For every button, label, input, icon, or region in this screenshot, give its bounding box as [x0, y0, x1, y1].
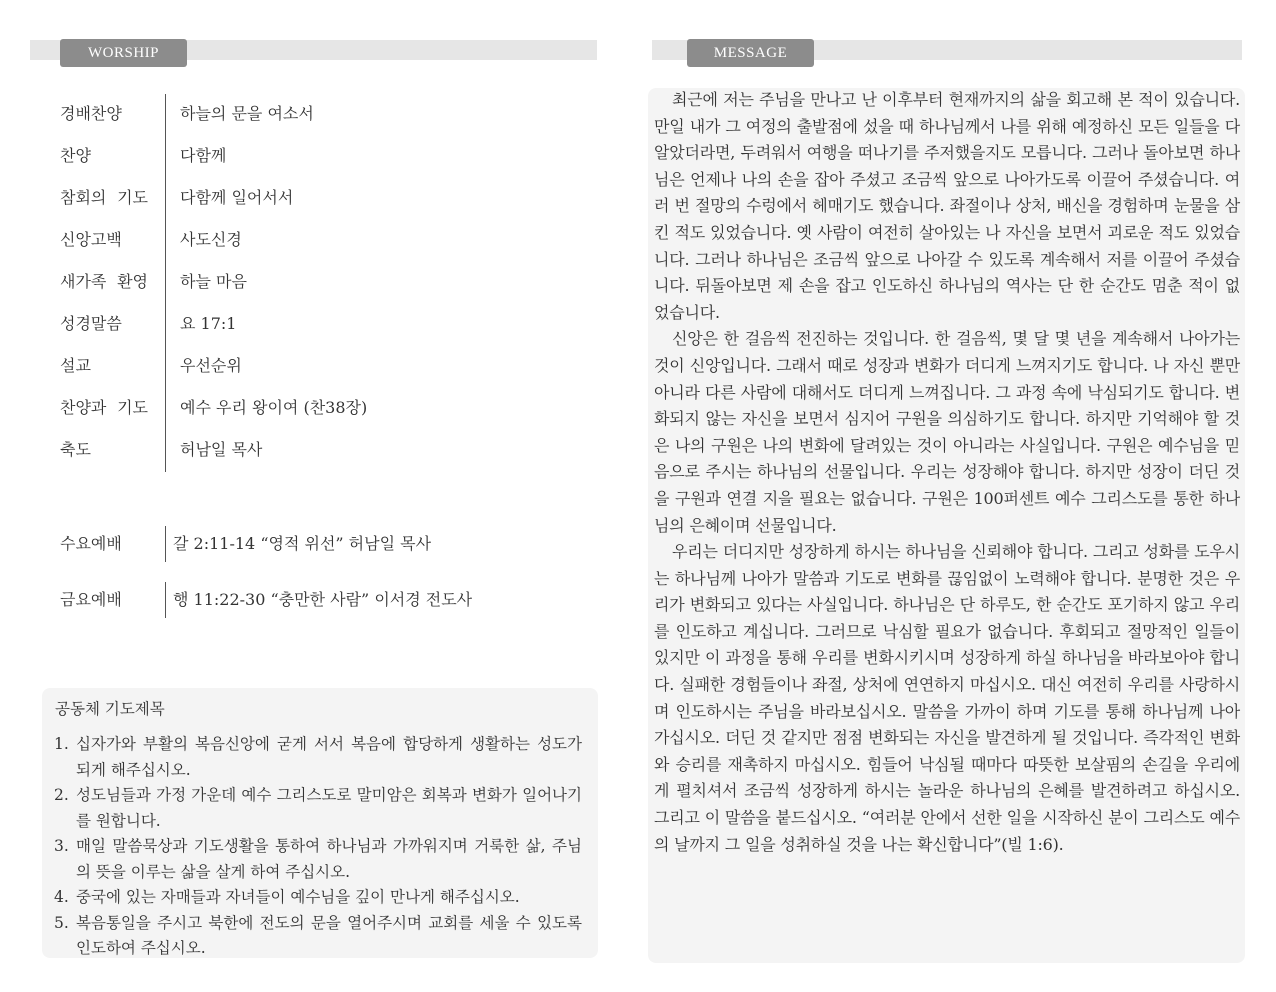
prayer-item-text: 매일 말씀묵상과 기도생활을 통하여 하나님과 가까워지며 거룩한 삶, 주님의 뜻을 이루는 삶을 살게 하여 주십시오.: [76, 837, 582, 881]
order-label: 경배찬양: [60, 104, 122, 123]
prayer-item: [54, 783, 582, 834]
order-value: 예수 우리 왕이여 (찬38장): [180, 398, 368, 417]
prayer-item-text: 복음통일을 주시고 북한에 전도의 문을 열어주시며 교회를 세울 수 있도록 인도하여 주십시오.: [76, 913, 582, 957]
weekday-service-wednesday: [60, 526, 600, 562]
order-label: 찬양과 기도: [60, 398, 148, 417]
prayer-item: [54, 885, 582, 911]
order-of-worship: [60, 93, 580, 471]
message-paragraph: 우리는 더디지만 성장하게 하시는 하나님을 신뢰해야 합니다. 그리고 성화를 도우시는 하나님께 나아가 말씀과 기도로 변화를 끊임없이 노력해야 합니다. 분명한 것은 우리가 변화되고 있다는 사실입니다. 하나님은 단 하루도, 한 순간도 포기하지 않고 우리를 인도하고 계십니다. 그러므로 낙심할 필요가 없습니다. 후회되고 절망적인 일들이 있지만 이 과정을 통해 우리를 변화시키시며 성장하게 하실 하나님을 바라보아야 합니다. 실패한 경험들이나 좌절, 상처에 연연하지 마십시오. 대신 여전히 우리를 사랑하시며 인도하시는 주님을 바라보십시오. 말씀을 가까이 하며 기도를 통해 하나님께 나아가십시오. 더딘 것 같지만 점점 변화되는 자신을 발견하게 될 것입니다. 즉각적인 변화와 승리를 재촉하지 마십시오. 힘들어 낙심될 때마다 따뜻한 보살핌의 손길을 우리에게 펼치셔서 조금씩 성장하게 하시는 놀라운 하나님의 은혜를 발견하려고 하십시오. 그리고 이 말씀을 붙드십시오. “여러분 안에서 선한 일을 시작하신 분이 그리스도 예수의 날까지 그 일을 성취하실 것을 나는 확신합니다”(빌 1:6).: [654, 542, 1240, 854]
order-row: [60, 219, 580, 261]
order-value: 하늘의 문을 여소서: [180, 104, 314, 123]
order-value: 우선순위: [180, 356, 242, 375]
message-text: [654, 87, 1240, 858]
weekday-value: 갈 2:11-14 “영적 위선” 허남일 목사: [173, 534, 432, 553]
prayer-requests-box: [42, 688, 598, 958]
message-header-tab: MESSAGE: [687, 39, 814, 67]
prayer-item-number: 2.: [54, 786, 69, 804]
prayer-item: [54, 834, 582, 885]
prayer-item-number: 4.: [54, 888, 69, 906]
order-value: 다함께: [180, 146, 227, 165]
order-label: 참회의 기도: [60, 188, 148, 207]
weekday-value: 행 11:22-30 “충만한 사람” 이서경 전도사: [173, 590, 473, 609]
order-label: 성경말씀: [60, 314, 122, 333]
order-row: [60, 303, 580, 345]
weekday-label: 금요예배: [60, 590, 122, 609]
order-row: [60, 429, 580, 471]
message-paragraph: 신앙은 한 걸음씩 전진하는 것입니다. 한 걸음씩, 몇 달 몇 년을 계속해서 나아가는 것이 신앙입니다. 그래서 때로 성장과 변화가 더디게 느껴지기도 합니다. 나 자신 뿐만 아니라 다른 사람에 대해서도 더디게 느껴집니다. 그 과정 속에 낙심되기도 합니다. 변화되지 않는 자신을 보면서 심지어 구원을 의심하기도 합니다. 하지만 기억해야 할 것은 나의 구원은 나의 변화에 달려있는 것이 아니라는 사실입니다. 구원은 예수님을 믿음으로 주시는 하나님의 선물입니다. 우리는 성장해야 합니다. 하지만 성장이 더딘 것을 구원과 연결 지을 필요는 없습니다. 구원은 100퍼센트 예수 그리스도를 통한 하나님의 은혜이며 선물입니다.: [654, 329, 1240, 535]
order-label: 신앙고백: [60, 230, 122, 249]
message-box: [648, 88, 1245, 963]
prayer-item-text: 성도님들과 가정 가운데 예수 그리스도로 말미암은 회복과 변화가 일어나기를 원합니다.: [76, 786, 582, 830]
order-divider: [165, 94, 166, 472]
prayer-item-text: 중국에 있는 자매들과 자녀들이 예수님을 깊이 만나게 해주십시오.: [76, 888, 520, 906]
order-row: [60, 177, 580, 219]
order-row: [60, 387, 580, 429]
prayer-item: [54, 911, 582, 962]
order-value: 요 17:1: [180, 314, 237, 333]
prayer-item-number: 1.: [54, 735, 69, 753]
message-paragraph: 최근에 저는 주님을 만나고 난 이후부터 현재까지의 삶을 회고해 본 적이 있습니다. 만일 내가 그 여정의 출발점에 섰을 때 하나님께서 나를 위해 예정하신 모든 일들을 다 알았더라면, 두려워서 여행을 떠나기를 주저했을지도 모릅니다. 그러나 돌아보면 하나님은 언제나 나의 손을 잡아 주셨고 조금씩 앞으로 나아가도록 이끌어 주셨습니다. 여러 번 절망의 수렁에서 헤매기도 했습니다. 좌절이나 상처, 배신을 경험하며 눈물을 삼킨 적도 있었습니다. 옛 사람이 여전히 살아있는 나 자신을 보면서 괴로운 적도 있었습니다. 그러나 하나님은 조금씩 앞으로 나아갈 수 있도록 계속해서 저를 이끌어 주셨습니다. 뒤돌아보면 제 손을 잡고 인도하신 하나님의 역사는 단 한 순간도 멈춘 적이 없었습니다.: [654, 90, 1240, 322]
order-row: [60, 93, 580, 135]
order-value: 허남일 목사: [180, 440, 263, 459]
prayer-item-text: 십자가와 부활의 복음신앙에 굳게 서서 복음에 합당하게 생활하는 성도가 되게 해주십시오.: [76, 735, 582, 779]
order-row: [60, 261, 580, 303]
prayer-requests-list: [54, 732, 582, 962]
worship-header-tab: WORSHIP: [60, 39, 187, 67]
order-label: 설교: [60, 356, 91, 375]
order-label: 찬양: [60, 146, 91, 165]
prayer-item: [54, 732, 582, 783]
order-row: [60, 135, 580, 177]
order-value: 하늘 마음: [180, 272, 247, 291]
weekday-divider: [165, 526, 166, 562]
order-label: 축도: [60, 440, 91, 459]
order-value: 다함께 일어서서: [180, 188, 294, 207]
prayer-requests-title: 공동체 기도제목: [55, 700, 165, 718]
order-row: [60, 345, 580, 387]
prayer-item-number: 3.: [54, 837, 69, 855]
order-label: 새가족 환영: [60, 272, 148, 291]
weekday-divider: [165, 582, 166, 618]
weekday-service-friday: [60, 582, 600, 618]
weekday-label: 수요예배: [60, 534, 122, 553]
prayer-item-number: 5.: [54, 913, 69, 932]
order-value: 사도신경: [180, 230, 242, 249]
